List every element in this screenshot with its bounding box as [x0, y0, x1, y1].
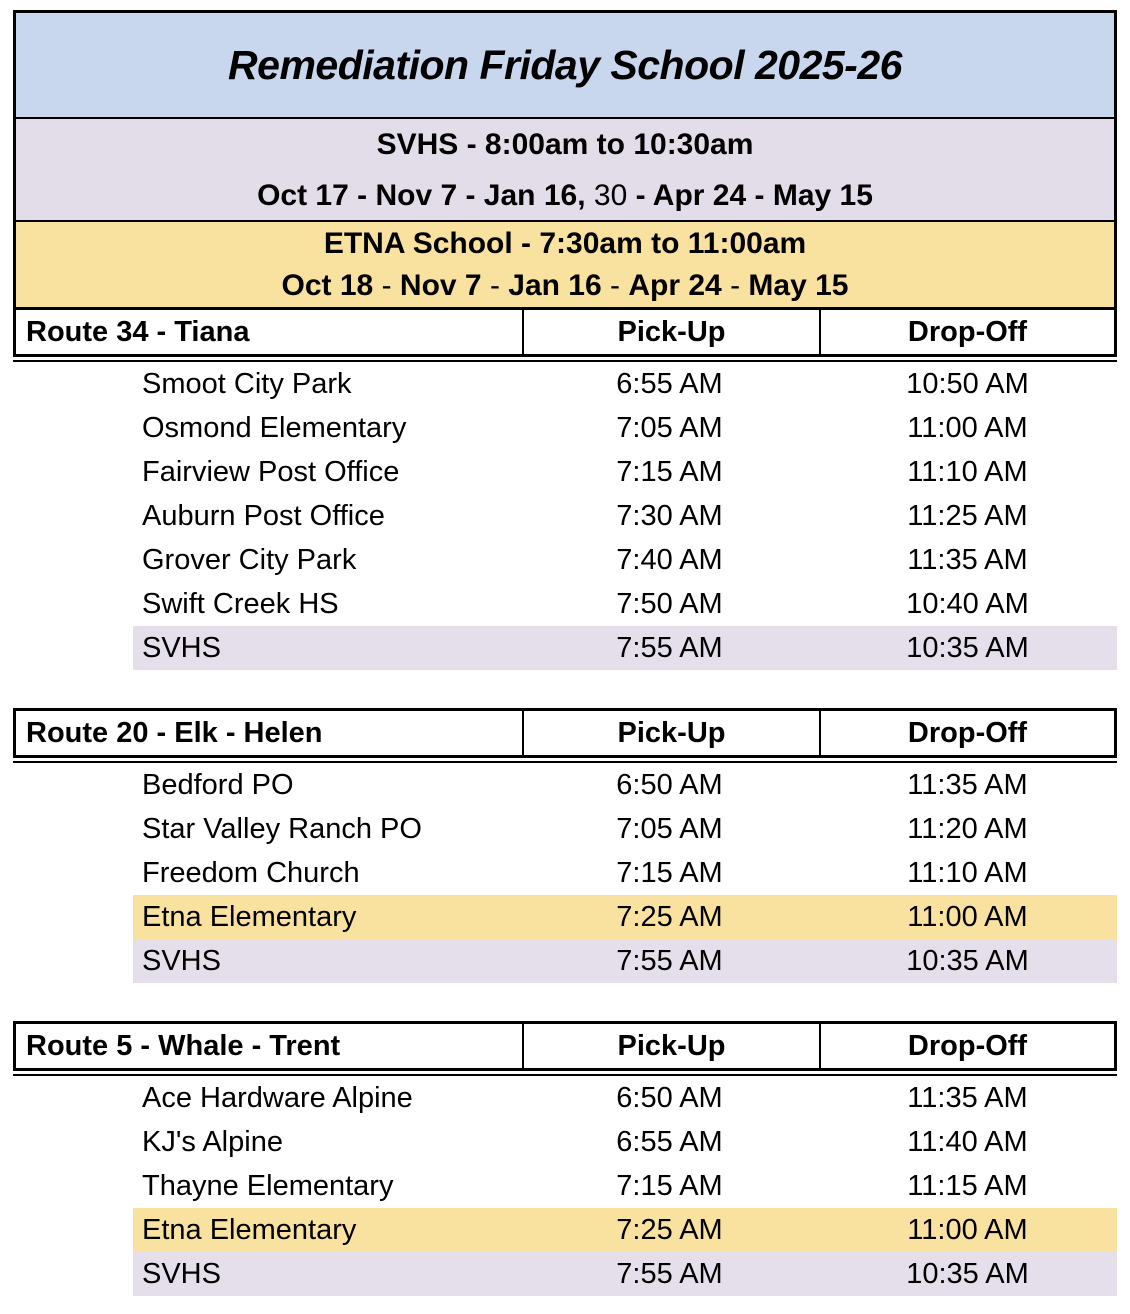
stop-name: Osmond Elementary [142, 411, 407, 444]
pickup-time: 7:50 AM [616, 587, 723, 620]
etna-session-dates: Oct 18 - Nov 7 - Jan 16 - Apr 24 - May 15 [281, 268, 849, 302]
page-title: Remediation Friday School 2025-26 [228, 41, 902, 88]
pickup-time: 7:25 AM [616, 900, 723, 933]
stop-row-highlighted [13, 939, 1117, 983]
stop-name: Bedford PO [142, 768, 294, 801]
pickup-time: 7:30 AM [616, 499, 723, 532]
dropoff-column-header: Drop-Off [907, 1029, 1028, 1062]
dropoff-time: 10:35 AM [906, 1257, 1029, 1290]
dropoff-column-header: Drop-Off [907, 315, 1028, 348]
stop-row-highlighted [13, 626, 1117, 670]
schedule-document [13, 10, 1117, 1296]
dropoff-time: 11:20 AM [907, 812, 1028, 845]
route-header [13, 307, 1117, 357]
stop-row-highlighted [13, 1208, 1117, 1252]
stop-name: KJ's Alpine [142, 1125, 283, 1158]
stop-name: SVHS [142, 944, 221, 977]
dropoff-time: 10:35 AM [906, 631, 1029, 664]
stop-row [13, 851, 1117, 895]
stop-row [13, 1120, 1117, 1164]
route-title: Route 34 - Tiana [16, 310, 524, 354]
stop-row-highlighted [13, 1252, 1117, 1296]
title-band [16, 13, 1114, 119]
pickup-time: 6:55 AM [616, 367, 723, 400]
pickup-time: 7:15 AM [616, 856, 723, 889]
pickup-time: 7:40 AM [616, 543, 723, 576]
route-table-20 [13, 708, 1117, 983]
dropoff-time: 10:40 AM [906, 587, 1029, 620]
dropoff-time: 11:35 AM [907, 1081, 1028, 1114]
stop-row [13, 406, 1117, 450]
pickup-time: 7:25 AM [616, 1213, 723, 1246]
stop-row [13, 450, 1117, 494]
stop-row [13, 538, 1117, 582]
svhs-session-banner [16, 119, 1114, 222]
stop-row-highlighted [13, 895, 1117, 939]
dropoff-time: 11:25 AM [907, 499, 1028, 532]
stop-row [13, 582, 1117, 626]
banner-block [13, 10, 1117, 307]
stop-row [13, 1076, 1117, 1120]
pickup-column-header: Pick-Up [524, 310, 821, 354]
pickup-time: 7:15 AM [616, 1169, 723, 1202]
dropoff-time: 11:00 AM [907, 900, 1028, 933]
pickup-time: 7:05 AM [616, 812, 723, 845]
stop-row [13, 362, 1117, 406]
dropoff-time: 10:35 AM [906, 944, 1029, 977]
dropoff-time: 11:35 AM [907, 543, 1028, 576]
pickup-time: 7:05 AM [616, 411, 723, 444]
pickup-time: 7:55 AM [616, 944, 723, 977]
stop-name: SVHS [142, 1257, 221, 1290]
svhs-session-schedule: SVHS - 8:00am to 10:30am [376, 127, 754, 161]
stop-row [13, 763, 1117, 807]
stop-name: Smoot City Park [142, 367, 352, 400]
dropoff-time: 11:10 AM [907, 856, 1028, 889]
stop-name: Etna Elementary [142, 1213, 357, 1246]
route-title: Route 5 - Whale - Trent [16, 1024, 524, 1068]
pickup-time: 7:55 AM [616, 631, 723, 664]
dropoff-time: 11:00 AM [907, 411, 1028, 444]
stop-row [13, 494, 1117, 538]
stop-name: Star Valley Ranch PO [142, 812, 422, 845]
stop-name: Ace Hardware Alpine [142, 1081, 413, 1114]
stop-name: Freedom Church [142, 856, 360, 889]
route-header [13, 1021, 1117, 1071]
stop-row [13, 1164, 1117, 1208]
route-title: Route 20 - Elk - Helen [16, 711, 524, 755]
stop-name: Fairview Post Office [142, 455, 400, 488]
route-header [13, 708, 1117, 758]
etna-session-banner [16, 222, 1114, 307]
pickup-time: 7:15 AM [616, 455, 723, 488]
route-table-34 [13, 307, 1117, 670]
dropoff-time: 10:50 AM [906, 367, 1029, 400]
dropoff-time: 11:00 AM [907, 1213, 1028, 1246]
pickup-time: 6:50 AM [616, 768, 723, 801]
etna-session-schedule: ETNA School - 7:30am to 11:00am [323, 226, 807, 260]
stop-name: Swift Creek HS [142, 587, 339, 620]
dropoff-time: 11:35 AM [907, 768, 1028, 801]
dropoff-time: 11:40 AM [907, 1125, 1028, 1158]
pickup-time: 6:50 AM [616, 1081, 723, 1114]
route-table-5 [13, 1021, 1117, 1296]
dropoff-column-header: Drop-Off [907, 716, 1028, 749]
pickup-time: 7:55 AM [616, 1257, 723, 1290]
pickup-column-header: Pick-Up [524, 1024, 821, 1068]
stop-name: Etna Elementary [142, 900, 357, 933]
stop-name: Thayne Elementary [142, 1169, 394, 1202]
stop-name: Auburn Post Office [142, 499, 385, 532]
pickup-column-header: Pick-Up [524, 711, 821, 755]
svhs-session-dates: Oct 17 - Nov 7 - Jan 16, 30 - Apr 24 - May 15 [257, 178, 873, 212]
stop-name: SVHS [142, 631, 221, 664]
stop-row [13, 807, 1117, 851]
dropoff-time: 11:15 AM [907, 1169, 1028, 1202]
pickup-time: 6:55 AM [616, 1125, 723, 1158]
stop-name: Grover City Park [142, 543, 357, 576]
dropoff-time: 11:10 AM [907, 455, 1028, 488]
